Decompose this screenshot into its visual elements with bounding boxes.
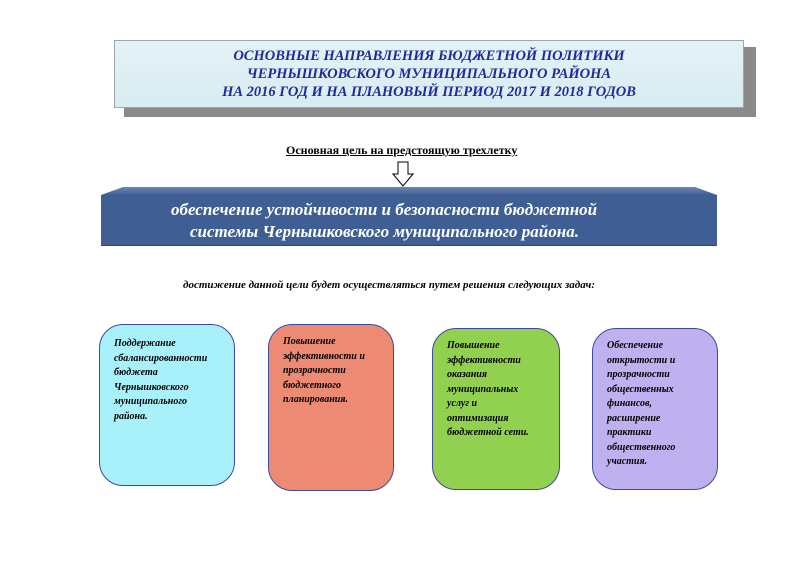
goal-banner	[101, 187, 717, 246]
goal-label: Основная цель на предстоящую трехлетку	[286, 143, 518, 157]
task-box-balance	[99, 324, 235, 486]
page-title-line-3: НА 2016 ГОД И НА ПЛАНОВЫЙ ПЕРИОД 2017 И 2018 ГОДОВ	[222, 84, 636, 100]
task-text: Обеспечение открытости и прозрачности общественных финансов, расширение практики общественного участия.	[607, 340, 676, 467]
task-box-transparency	[592, 328, 718, 490]
task-text: Повышение эффективности оказания муниципальных услуг и оптимизация бюджетной сети.	[447, 340, 529, 438]
page-title-line-1: ОСНОВНЫЕ НАПРАВЛЕНИЯ БЮДЖЕТНОЙ ПОЛИТИКИ	[233, 48, 625, 64]
page-title-box	[114, 40, 744, 108]
page-title-line-2: ЧЕРНЫШКОВСКОГО МУНИЦИПАЛЬНОГО РАЙОНА	[246, 66, 612, 82]
tasks-subtitle: достижение данной цели будет осуществляться путем решения следующих задач:	[183, 279, 595, 291]
goal-text-line-1: обеспечение устойчивости и безопасности бюджетной	[171, 200, 598, 219]
task-box-services	[432, 328, 560, 490]
goal-text-line-2: системы Чернышковского муниципального района.	[190, 222, 579, 241]
task-text: Поддержание сбалансированности бюджета Чернышковского муниципального района.	[114, 338, 208, 422]
task-box-planning	[268, 324, 394, 491]
task-text: Повышение эффективности и прозрачности бюджетного планирования.	[283, 336, 365, 405]
down-arrow-icon	[392, 161, 414, 187]
